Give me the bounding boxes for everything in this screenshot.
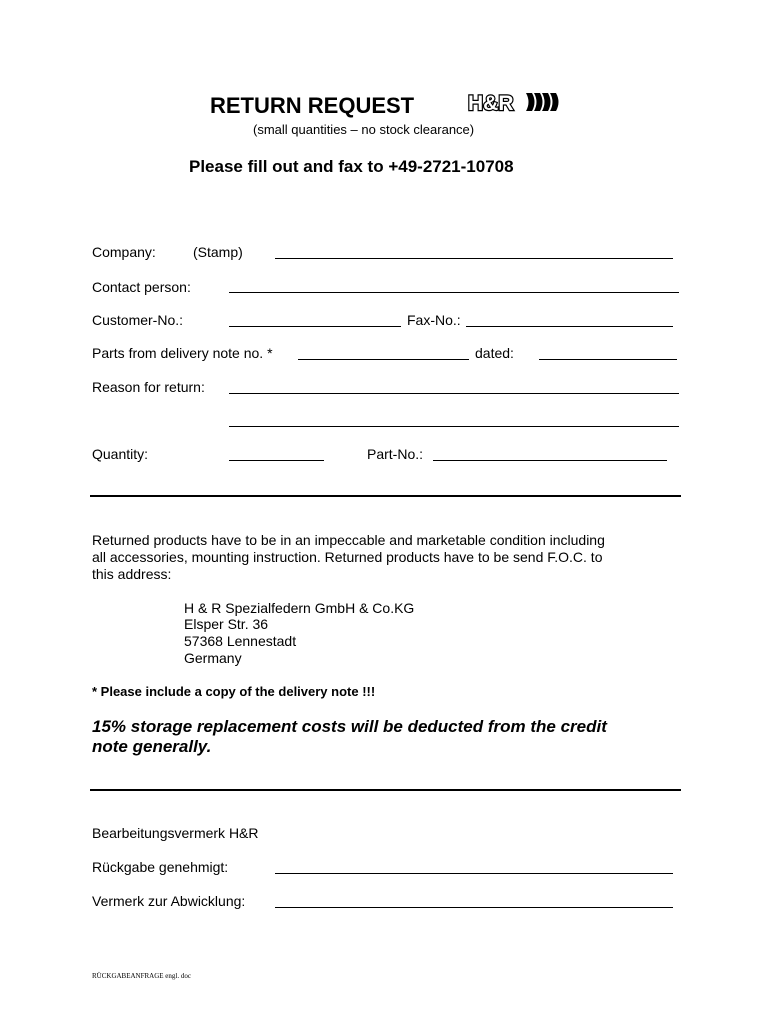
- internal-heading: Bearbeitungsvermerk H&R: [92, 825, 259, 841]
- address-street: Elsper Str. 36: [184, 616, 269, 632]
- processing-note-field[interactable]: [275, 907, 673, 908]
- address-company: H & R Spezialfedern GmbH & Co.KG: [184, 600, 415, 616]
- logo-text: H&R: [468, 92, 514, 115]
- section-divider: [90, 495, 681, 497]
- processing-note-label: Vermerk zur Abwicklung:: [92, 893, 246, 909]
- customer-no-field[interactable]: [229, 326, 401, 327]
- part-no-label: Part-No.:: [367, 446, 424, 462]
- footer-filename: RÜCKGABEANFRAGE engl. doc: [92, 972, 191, 980]
- dated-label: dated:: [475, 345, 514, 361]
- page-title: RETURN REQUEST: [210, 93, 415, 118]
- customer-no-label: Customer-No.:: [92, 312, 184, 328]
- section-divider-2: [90, 789, 681, 791]
- address-city: 57368 Lennestadt: [184, 633, 297, 649]
- return-approved-field[interactable]: [275, 873, 673, 874]
- company-field[interactable]: [275, 258, 673, 259]
- storage-cost-warning-line-1: 15% storage replacement costs will be deducted from the credit: [92, 717, 607, 736]
- conditions-line-3: this address:: [92, 566, 172, 582]
- address-country: Germany: [184, 650, 242, 666]
- fax-no-field[interactable]: [466, 326, 673, 327]
- reason-field-line-1[interactable]: [229, 393, 679, 394]
- quantity-field[interactable]: [229, 460, 324, 461]
- conditions-line-1: Returned products have to be in an impeccable and marketable condition including: [92, 532, 605, 548]
- conditions-line-2: all accessories, mounting instruction. Returned products have to be send F.O.C. to: [92, 549, 603, 565]
- part-no-field[interactable]: [433, 460, 667, 461]
- fax-no-label: Fax-No.:: [407, 312, 461, 328]
- stamp-label: (Stamp): [193, 244, 243, 260]
- storage-cost-warning-line-2: note generally.: [92, 737, 212, 756]
- dated-field[interactable]: [539, 359, 677, 360]
- delivery-note-reminder: * Please include a copy of the delivery note !!!: [92, 684, 376, 699]
- quantity-label: Quantity:: [92, 446, 149, 462]
- delivery-note-label: Parts from delivery note no. *: [92, 345, 273, 361]
- company-label: Company:: [92, 244, 156, 260]
- page-subtitle: (small quantities – no stock clearance): [253, 122, 475, 137]
- return-approved-label: Rückgabe genehmigt:: [92, 859, 229, 875]
- reason-label: Reason for return:: [92, 379, 205, 395]
- reason-field-line-2[interactable]: [229, 426, 679, 427]
- contact-person-label: Contact person:: [92, 279, 191, 295]
- contact-person-field[interactable]: [229, 292, 679, 293]
- fax-instruction: Please fill out and fax to +49-2721-10708: [189, 157, 514, 176]
- hr-logo: [466, 87, 562, 122]
- delivery-note-field[interactable]: [298, 359, 469, 360]
